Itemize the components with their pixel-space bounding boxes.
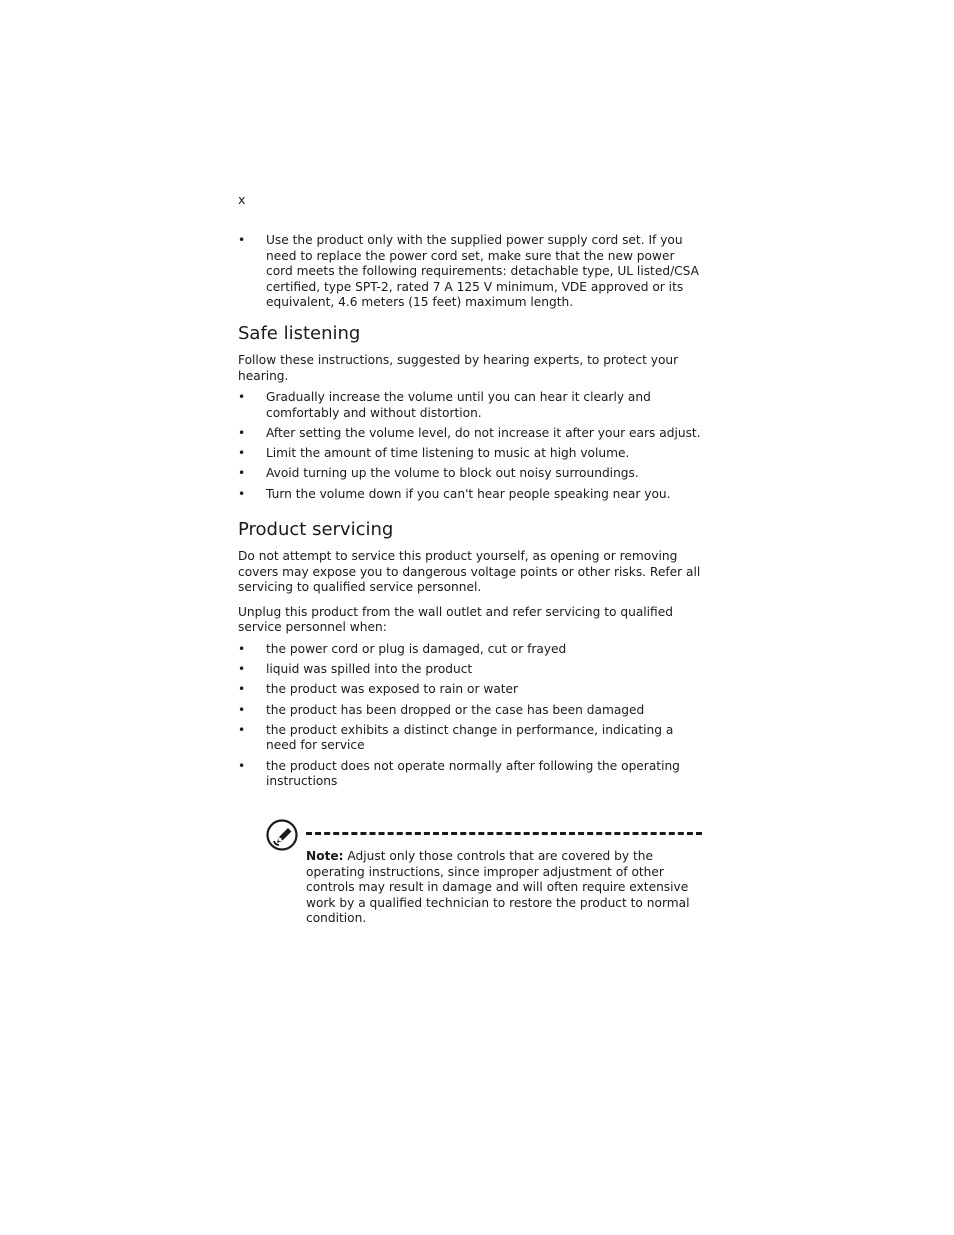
list-item: • the product was exposed to rain or water bbox=[238, 682, 704, 698]
safe-listening-intro: Follow these instructions, suggested by hearing experts, to protect your hearing. bbox=[238, 352, 679, 383]
servicing-list bbox=[238, 642, 704, 790]
note-label: Note: bbox=[306, 849, 344, 863]
section-heading-safe-listening: Safe listening bbox=[238, 322, 361, 344]
list-item: • the product does not operate normally after following the operating instructions bbox=[238, 759, 704, 790]
note-body: Adjust only those controls that are covered by the operating instructions, since improper adjustment of other controls may result in damage and will often require extensive work by a qualified technician to restore the product to normal condition. bbox=[306, 849, 690, 926]
section-heading-product-servicing: Product servicing bbox=[238, 519, 394, 541]
servicing-paragraph-2: Unplug this product from the wall outlet and refer servicing to qualified service personnel when: bbox=[238, 604, 673, 635]
list-item: • Avoid turning up the volume to block out noisy surroundings. bbox=[238, 466, 704, 482]
list-item: • Turn the volume down if you can't hear people speaking near you. bbox=[238, 487, 704, 503]
list-item: • After setting the volume level, do not increase it after your ears adjust. bbox=[238, 426, 704, 442]
main-content bbox=[238, 233, 704, 794]
power-cord-list bbox=[238, 233, 704, 311]
note-box bbox=[266, 819, 706, 929]
safe-listening-list bbox=[238, 390, 704, 502]
list-item: • Gradually increase the volume until you can hear it clearly and comfortably and without distortion. bbox=[238, 390, 704, 421]
note-pencil-icon bbox=[266, 819, 298, 851]
list-item: • Use the product only with the supplied power supply cord set. If you need to replace the power cord set, make sure that the new power cord meets the following requirements: detachable type, UL listed/CSA certified, type SPT-2, rated 7 A 125 V minimum, VDE approved or its equivalent, 4.6 meters (15 feet) maximum length. bbox=[238, 233, 704, 311]
list-item: • the power cord or plug is damaged, cut or frayed bbox=[238, 642, 704, 658]
page-number: x bbox=[238, 192, 246, 207]
servicing-paragraph-1: Do not attempt to service this product yourself, as opening or removing covers may expose you to dangerous voltage points or other risks. Refer all servicing to qualified service personnel. bbox=[238, 549, 701, 595]
list-item: • Limit the amount of time listening to music at high volume. bbox=[238, 446, 704, 462]
note-text bbox=[306, 849, 691, 927]
list-item: • liquid was spilled into the product bbox=[238, 662, 704, 678]
list-item: • the product exhibits a distinct change in performance, indicating a need for service bbox=[238, 723, 704, 754]
note-divider bbox=[306, 832, 702, 835]
list-item: • the product has been dropped or the case has been damaged bbox=[238, 703, 704, 719]
